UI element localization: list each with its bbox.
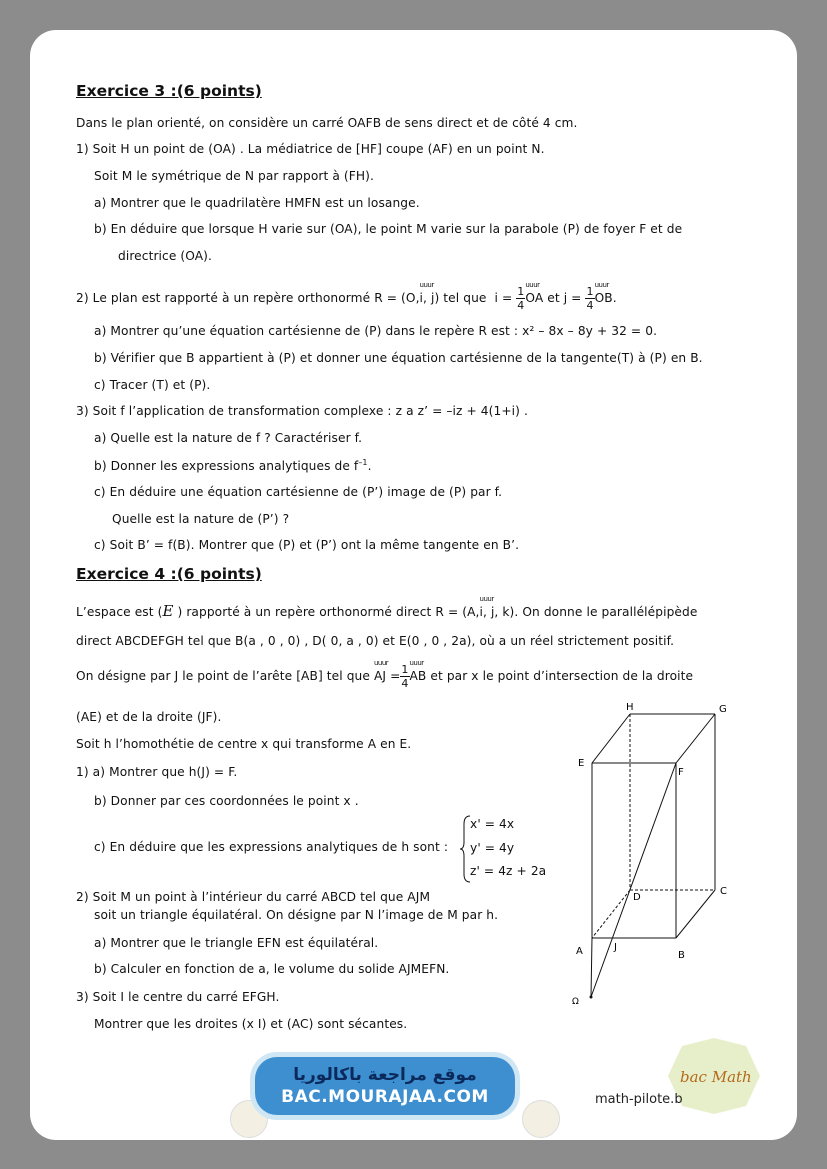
fraction: [585, 285, 594, 312]
label-e: E: [578, 758, 585, 769]
numerator: 1: [586, 285, 594, 298]
label-g: G: [719, 704, 727, 715]
denominator: 4: [517, 299, 525, 312]
label-j: J: [614, 942, 617, 953]
ex4-line: c) En déduire que les expressions analytiques de h sont :: [94, 840, 449, 854]
system-eq-1: x' = 4x: [470, 817, 515, 831]
ex4-line: 3) Soit I le centre du carré EFGH.: [76, 990, 280, 1004]
denominator: 4: [586, 299, 594, 312]
label-a: A: [576, 946, 583, 957]
text-part: i =: [494, 291, 513, 305]
ex4-line: direct ABCDEFGH tel que B(a , 0 , 0) , D( 0, a , 0) et E(0 , 0 , 2a), où a un réel strictement positif.: [76, 634, 675, 648]
numerator: 1: [401, 663, 409, 676]
logo-right: [522, 1100, 560, 1138]
footer-banner[interactable]: [255, 1057, 515, 1115]
ex4-line: 2) Soit M un point à l’intérieur du carré ABCD tel que AJM: [76, 890, 431, 904]
label-f: F: [678, 767, 684, 778]
edge-cb: [676, 890, 715, 938]
ex4-line-aj: [76, 663, 693, 690]
ex4-line: b) Donner par ces coordonnées le point x .: [94, 794, 359, 808]
ex3-line: c) Soit B’ = f(B). Montrer que (P) et (P’) ont la même tangente en B’.: [94, 538, 520, 552]
denominator: 4: [401, 677, 409, 690]
ex3-line: a) Quelle est la nature de f ? Caractériser f.: [94, 431, 363, 445]
ex3-line: directrice (OA).: [118, 249, 213, 263]
label-omega: Ω: [572, 997, 579, 1007]
text-part: ). On donne le parallélépipède: [509, 605, 698, 619]
vectors-ijk: uuur i, j, k: [480, 605, 510, 619]
system-eq-3: z' = 4z + 2a: [470, 864, 547, 878]
system-eq-2: y' = 4y: [470, 841, 515, 855]
fraction: [400, 663, 409, 690]
ex4-line: 1) a) Montrer que h(J) = F.: [76, 765, 238, 779]
label-c: C: [720, 886, 727, 897]
ex4-line: Montrer que les droites (x I) et (AC) sont sécantes.: [94, 1017, 408, 1031]
ex3-line: b) Vérifier que B appartient à (P) et donner une équation cartésienne de la tangente(T) à (P) en B.: [94, 351, 703, 365]
ex3-line: 3) Soit f l’application de transformation complexe : z a z’ = –iz + 4(1+i) .: [76, 404, 528, 418]
ex3-line-repere: [76, 285, 617, 312]
numerator: 1: [517, 285, 525, 298]
ex3-line-inverse: [94, 458, 372, 473]
document-page: [30, 30, 797, 1140]
ex3-line: b) En déduire que lorsque H varie sur (OA), le point M varie sur la parabole (P) de foyer F et de: [94, 222, 683, 236]
ex3-title: Exercice 3 :(6 points): [76, 82, 262, 100]
edge-eh: [592, 714, 630, 763]
ex3-line: a) Montrer qu’une équation cartésienne de (P) dans le repère R est : x² – 8x – 8y + 32 = 0.: [94, 324, 658, 338]
banner-site[interactable]: BAC.MOURAJAA.COM: [281, 1087, 489, 1107]
banner-arabic: موقع مراجعة باكالوريا: [293, 1065, 477, 1085]
ex3-line: Dans le plan orienté, on considère un carré OAFB de sens direct et de côté 4 cm.: [76, 116, 578, 130]
exponent: –1: [358, 458, 368, 467]
text-part: .: [367, 459, 372, 474]
ex3-line: 1) Soit H un point de (OA) . La médiatrice de [HF] coupe (AF) en un point N.: [76, 142, 545, 156]
text-part: uuur AB et par x le point d’intersection de la droite: [410, 669, 694, 683]
ex4-line: soit un triangle équilatéral. On désigne par N l’image de M par h.: [94, 908, 499, 922]
text-part: uuur OB.: [595, 291, 617, 305]
text-part: uuur OA et: [525, 291, 559, 305]
edge-gf: [676, 714, 715, 763]
ex3-line: c) En déduire une équation cartésienne de (P’) image de (P) par f.: [94, 485, 503, 499]
ex4-line: Soit h l’homothétie de centre x qui transforme A en E.: [76, 737, 412, 751]
ex4-line-espace: [76, 602, 697, 620]
ex3-line: a) Montrer que le quadrilatère HMFN est un losange.: [94, 196, 420, 210]
edge-a-omega: [591, 938, 592, 997]
ex4-line: b) Calculer en fonction de a, le volume du solide AJMEFN.: [94, 962, 450, 976]
parallelepiped-figure: [570, 700, 770, 1010]
ex4-line: (AE) et de la droite (JF).: [76, 710, 222, 724]
ex4-line: a) Montrer que le triangle EFN est équilatéral.: [94, 936, 379, 950]
text-part: ) rapporté à un repère orthonormé direct R = (A,: [173, 605, 480, 619]
text-part: On désigne par J le point de l’arête [AB] tel que: [76, 669, 370, 683]
label-b: B: [678, 950, 685, 961]
text-part: L’espace est (: [76, 605, 163, 619]
ex3-line: c) Tracer (T) et (P).: [94, 378, 211, 392]
text-part: ) tel que: [434, 291, 487, 305]
text-part: j =: [563, 291, 582, 305]
ex3-line: Soit M le symétrique de N par rapport à (FH).: [94, 169, 374, 183]
line-fj-omega: [591, 763, 676, 997]
text-part: 2) Le plan est rapporté à un repère orthonormé R = (O,: [76, 291, 420, 305]
space-symbol: E: [162, 602, 174, 620]
label-h: H: [626, 702, 634, 713]
point-omega: [590, 996, 593, 999]
vectors-ij: uuur i, j: [420, 291, 435, 305]
edge-da: [592, 890, 630, 938]
site-url[interactable]: math-pilote.b: [595, 1092, 683, 1107]
ex3-line: Quelle est la nature de (P’) ?: [112, 512, 290, 526]
text-part: uuur AJ =: [374, 669, 400, 683]
label-d: D: [633, 892, 641, 903]
text-part: b) Donner les expressions analytiques de f: [94, 459, 359, 474]
badge-text: bac Math: [680, 1068, 752, 1086]
ex4-title: Exercice 4 :(6 points): [76, 565, 262, 583]
fraction: [516, 285, 525, 312]
